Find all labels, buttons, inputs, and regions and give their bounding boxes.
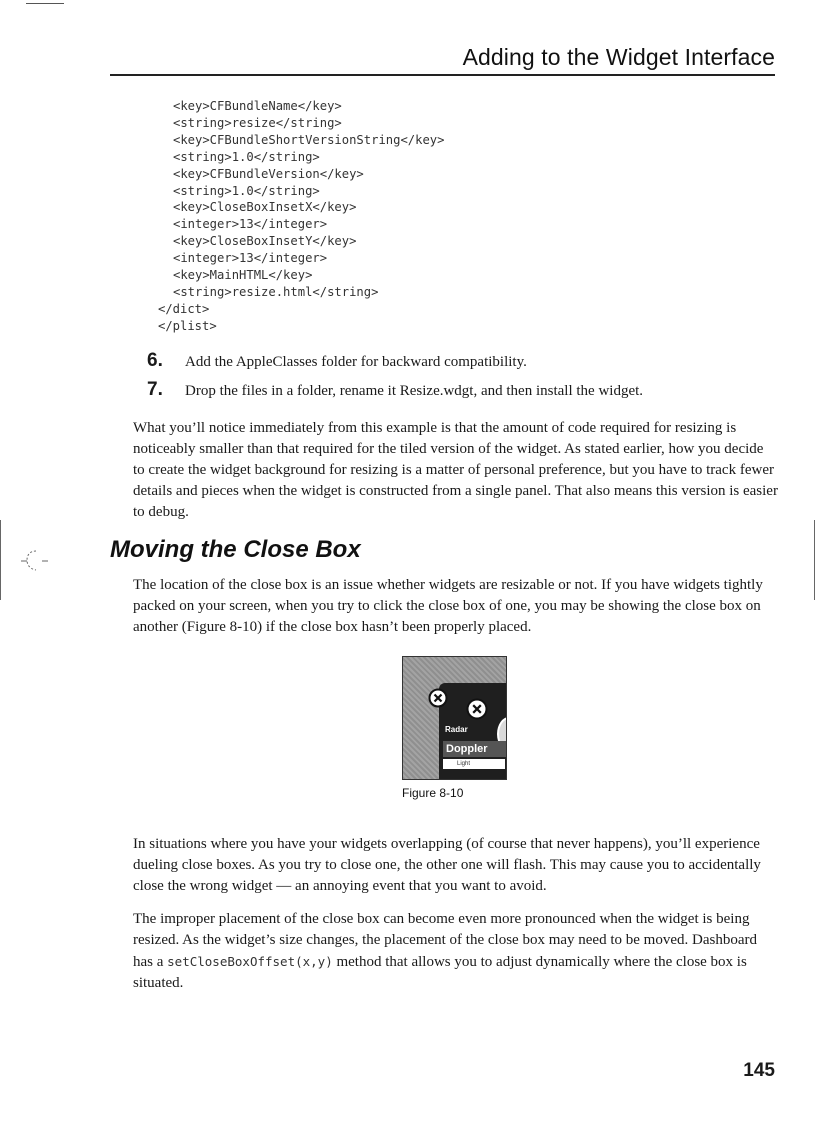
code-line: <string>1.0</string> bbox=[173, 183, 320, 198]
text-run: method that allows you to adjust dynamically where the close box is situated. bbox=[133, 954, 747, 991]
code-line: <string>resize.html</string> bbox=[173, 284, 379, 299]
code-line: <key>CloseBoxInsetX</key> bbox=[173, 200, 357, 215]
paragraph-resize bbox=[133, 909, 778, 994]
figure-screenshot bbox=[402, 656, 507, 780]
running-header: Adding to the Widget Interface bbox=[462, 44, 775, 70]
inline-code: setCloseBoxOffset(x,y) bbox=[167, 954, 333, 969]
code-listing bbox=[158, 98, 445, 335]
code-line: </plist> bbox=[158, 318, 217, 333]
figure-caption: Figure 8-10 bbox=[402, 786, 464, 800]
code-line: <key>CFBundleName</key> bbox=[173, 99, 342, 113]
text-run: The improper placement of the close box can become even more pronounced when the widget is being resized. As the widget’s size changes, the placement of the close box may need to be moved. Dashboard has a bbox=[133, 911, 757, 970]
code-line: <string>1.0</string> bbox=[173, 149, 320, 164]
margin-rule-right bbox=[814, 520, 815, 600]
top-crop-mark bbox=[26, 3, 64, 4]
section-heading: Moving the Close Box bbox=[110, 536, 361, 563]
header-rule bbox=[110, 74, 775, 76]
step-number: 7. bbox=[147, 379, 163, 400]
code-line: <key>CFBundleVersion</key> bbox=[173, 166, 364, 181]
paragraph-summary: What you’ll notice immediately from this example is that the amount of code required for resizing is noticeably smaller than that required for the tiled version of the widget. As stated earlier, how you decide to create the widget background for resizing is a matter of personal preference, but you have to track fewer details and pieces when the widget is constructed from a single panel. That also means this version is easier to debug. bbox=[133, 420, 778, 520]
light-label: Light bbox=[443, 759, 505, 769]
code-line: <key>CloseBoxInsetY</key> bbox=[173, 234, 357, 249]
code-line: <string>resize</string> bbox=[173, 115, 342, 130]
code-line: <key>CFBundleShortVersionString</key> bbox=[173, 132, 445, 147]
paragraph-overlap: In situations where you have your widgets overlapping (of course that never happens), you’ll experience dueling close boxes. As you try to close one, the other one will flash. This may cause you to accidentally close the wrong widget — an annoying event that you want to avoid. bbox=[133, 836, 761, 894]
margin-marker-icon bbox=[20, 548, 50, 574]
step-text: Add the AppleClasses folder for backward compatibility. bbox=[185, 354, 527, 370]
close-box-icon bbox=[428, 688, 448, 708]
code-line: <integer>13</integer> bbox=[173, 251, 328, 266]
page-number: 145 bbox=[743, 1060, 775, 1081]
doppler-label: Doppler bbox=[443, 741, 507, 757]
step-text: Drop the files in a folder, rename it Resize.wdgt, and then install the widget. bbox=[185, 383, 644, 399]
paragraph-intro: The location of the close box is an issue whether widgets are resizable or not. If you have widgets tightly packed on your screen, when you try to click the close box of one, you may be showing the close box on another (Figure 8-10) if the close box hasn’t been properly placed. bbox=[133, 577, 763, 635]
code-line: </dict> bbox=[158, 301, 210, 316]
margin-rule-left bbox=[0, 520, 1, 600]
code-line: <integer>13</integer> bbox=[173, 217, 328, 232]
radar-label: Radar bbox=[445, 725, 468, 734]
step-number: 6. bbox=[147, 350, 163, 371]
code-line: <key>MainHTML</key> bbox=[173, 268, 313, 283]
close-box-icon bbox=[466, 698, 488, 720]
